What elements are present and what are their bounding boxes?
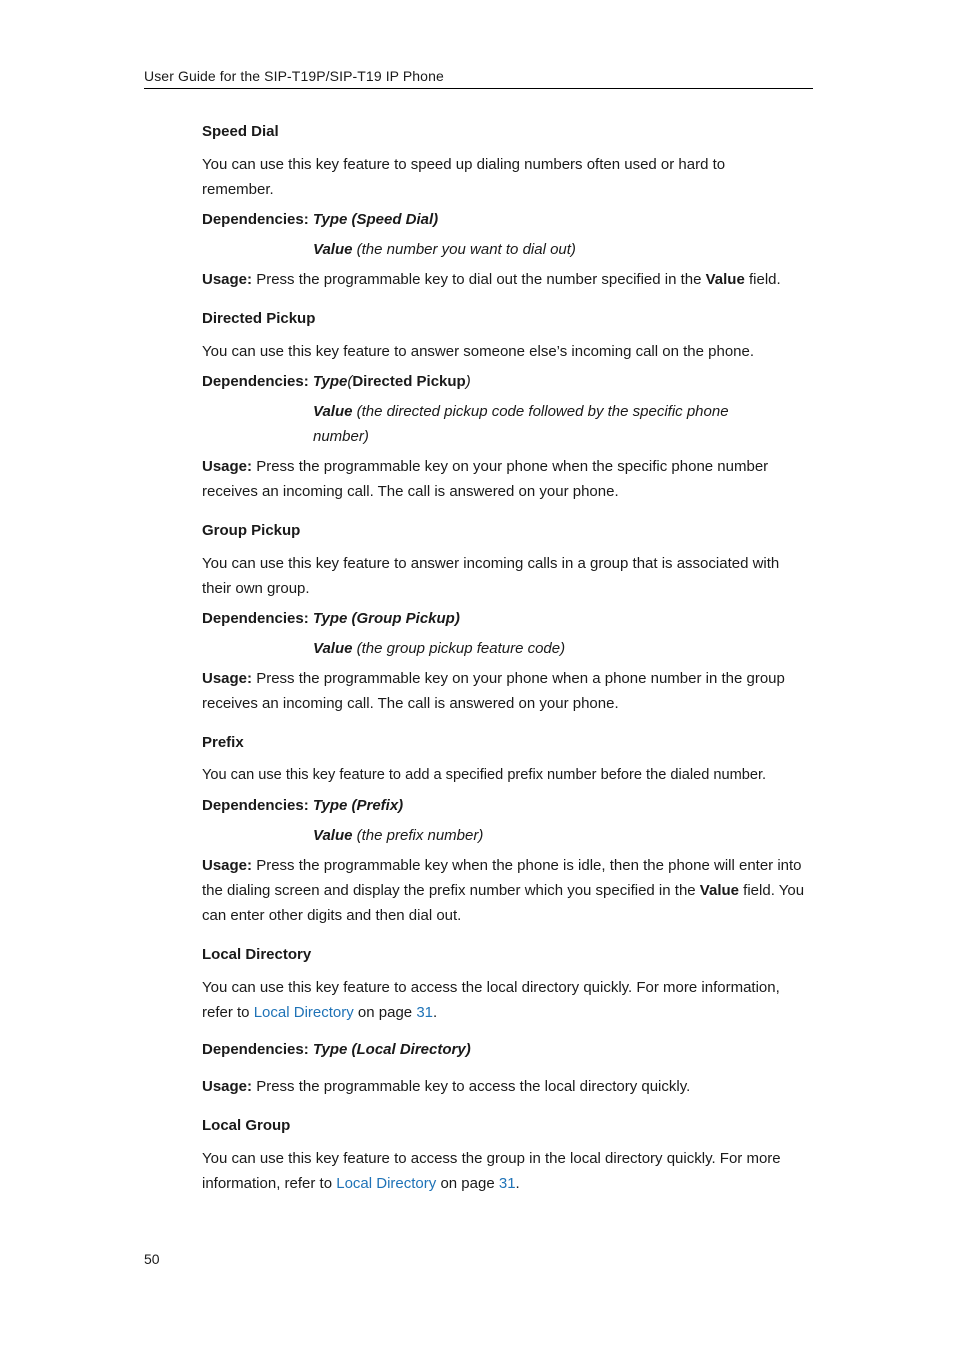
section-title-group-pickup: Group Pickup xyxy=(202,522,301,539)
usage-label: Usage: xyxy=(202,271,253,288)
directed-pickup-type-open: ( xyxy=(347,373,353,390)
usage-label: Usage: xyxy=(202,857,253,874)
directed-pickup-dependencies xyxy=(202,369,822,394)
value-label: Value xyxy=(313,640,353,657)
speed-dial-value-line xyxy=(313,237,822,262)
dependencies-label: Dependencies: xyxy=(202,211,309,228)
section-title-directed-pickup: Directed Pickup xyxy=(202,310,316,327)
section-title-local-directory: Local Directory xyxy=(202,946,312,963)
local-directory-usage xyxy=(202,1074,822,1099)
value-label: Value xyxy=(313,403,353,420)
local-directory-desc-text: You can use this key feature to access the local directory quickly. For more information, refer to xyxy=(202,979,780,1021)
type-label: Type xyxy=(312,373,348,390)
group-pickup-usage xyxy=(202,666,814,716)
local-group-desc-end: . xyxy=(515,1175,520,1192)
usage-label: Usage: xyxy=(202,458,253,475)
local-group-description xyxy=(202,1146,808,1196)
directed-pickup-type-text: Directed Pickup xyxy=(352,373,466,390)
usage-label: Usage: xyxy=(202,1078,253,1095)
directed-pickup-value-line xyxy=(313,399,773,449)
prefix-value-line xyxy=(313,823,822,848)
local-directory-dependencies xyxy=(202,1037,822,1062)
header-title: User Guide for the SIP-T19P/SIP-T19 IP Phone xyxy=(144,68,444,84)
page-header xyxy=(144,66,813,89)
dependencies-label: Dependencies: xyxy=(202,610,309,627)
directed-pickup-description: You can use this key feature to answer someone else’s incoming call on the phone. xyxy=(202,343,755,360)
speed-dial-description: You can use this key feature to speed up dialing numbers often used or hard to remember. xyxy=(202,156,726,198)
section-title-local-group: Local Group xyxy=(202,1117,291,1134)
speed-dial-type-value: (Speed Dial) xyxy=(351,211,439,228)
prefix-usage-text-a: Press the programmable key when the phone is idle, then the phone will enter into the dialing screen and display the prefix number which you specified in the xyxy=(202,857,802,899)
section-title-prefix: Prefix xyxy=(202,734,244,751)
group-pickup-dependencies xyxy=(202,606,822,631)
speed-dial-usage-text-b: field. xyxy=(749,271,781,288)
section-title-speed-dial: Speed Dial xyxy=(202,123,279,140)
local-directory-desc-end: . xyxy=(433,1004,438,1021)
usage-label: Usage: xyxy=(202,670,253,687)
group-pickup-value-line xyxy=(313,636,822,661)
group-pickup-type-value: (Group Pickup) xyxy=(351,610,460,627)
type-label: Type xyxy=(312,1041,348,1058)
prefix-type-value: (Prefix) xyxy=(351,797,404,814)
group-pickup-description: You can use this key feature to answer incoming calls in a group that is associated with their own group. xyxy=(202,555,780,597)
prefix-usage xyxy=(202,853,806,928)
local-group-desc-text: You can use this key feature to access the group in the local directory quickly. For more information, refer to xyxy=(202,1150,781,1192)
prefix-dependencies xyxy=(202,793,822,818)
local-group-desc-onpage: on page xyxy=(440,1175,495,1192)
local-directory-desc-onpage: on page xyxy=(357,1004,413,1021)
directed-pickup-usage xyxy=(202,454,802,504)
dependencies-label: Dependencies: xyxy=(202,373,309,390)
group-pickup-value-desc: (the group pickup feature code) xyxy=(356,640,566,657)
local-directory-usage-text: Press the programmable key to access the local directory quickly. xyxy=(256,1078,691,1095)
speed-dial-value-desc: (the number you want to dial out) xyxy=(356,241,576,258)
prefix-usage-text-b: field. You can enter other digits and then dial out. xyxy=(202,882,805,924)
local-group-link[interactable]: Local Directory xyxy=(336,1175,437,1192)
group-pickup-usage-text: Press the programmable key on your phone when a phone number in the group receives an incoming call. The call is answered on your phone. xyxy=(202,670,785,712)
directed-pickup-value-desc: (the directed pickup code followed by the specific phone number) xyxy=(313,403,729,445)
directed-pickup-usage-text: Press the programmable key on your phone when the specific phone number receives an incoming call. The call is answered on your phone. xyxy=(202,458,769,500)
value-field-name: Value xyxy=(699,882,739,899)
type-label: Type xyxy=(312,211,348,228)
prefix-description: You can use this key feature to add a specified prefix number before the dialed number. xyxy=(202,767,767,783)
prefix-value-desc: (the prefix number) xyxy=(356,827,484,844)
type-label: Type xyxy=(312,797,348,814)
speed-dial-usage xyxy=(202,267,822,292)
value-label: Value xyxy=(313,241,353,258)
speed-dial-usage-text-a: Press the programmable key to dial out the number specified in the xyxy=(256,271,702,288)
local-directory-type-value: (Local Directory) xyxy=(351,1041,471,1058)
document-body xyxy=(202,119,822,1196)
dependencies-label: Dependencies: xyxy=(202,797,309,814)
local-directory-link[interactable]: Local Directory xyxy=(253,1004,354,1021)
page-number: 50 xyxy=(144,1251,160,1267)
value-label: Value xyxy=(313,827,353,844)
dependencies-label: Dependencies: xyxy=(202,1041,309,1058)
local-directory-description xyxy=(202,975,808,1025)
speed-dial-dependencies xyxy=(202,207,822,232)
directed-pickup-type-close: ) xyxy=(465,373,471,390)
value-field-name: Value xyxy=(705,271,745,288)
type-label: Type xyxy=(312,610,348,627)
local-group-page-link[interactable]: 31 xyxy=(498,1175,516,1192)
local-directory-page-link[interactable]: 31 xyxy=(416,1004,434,1021)
